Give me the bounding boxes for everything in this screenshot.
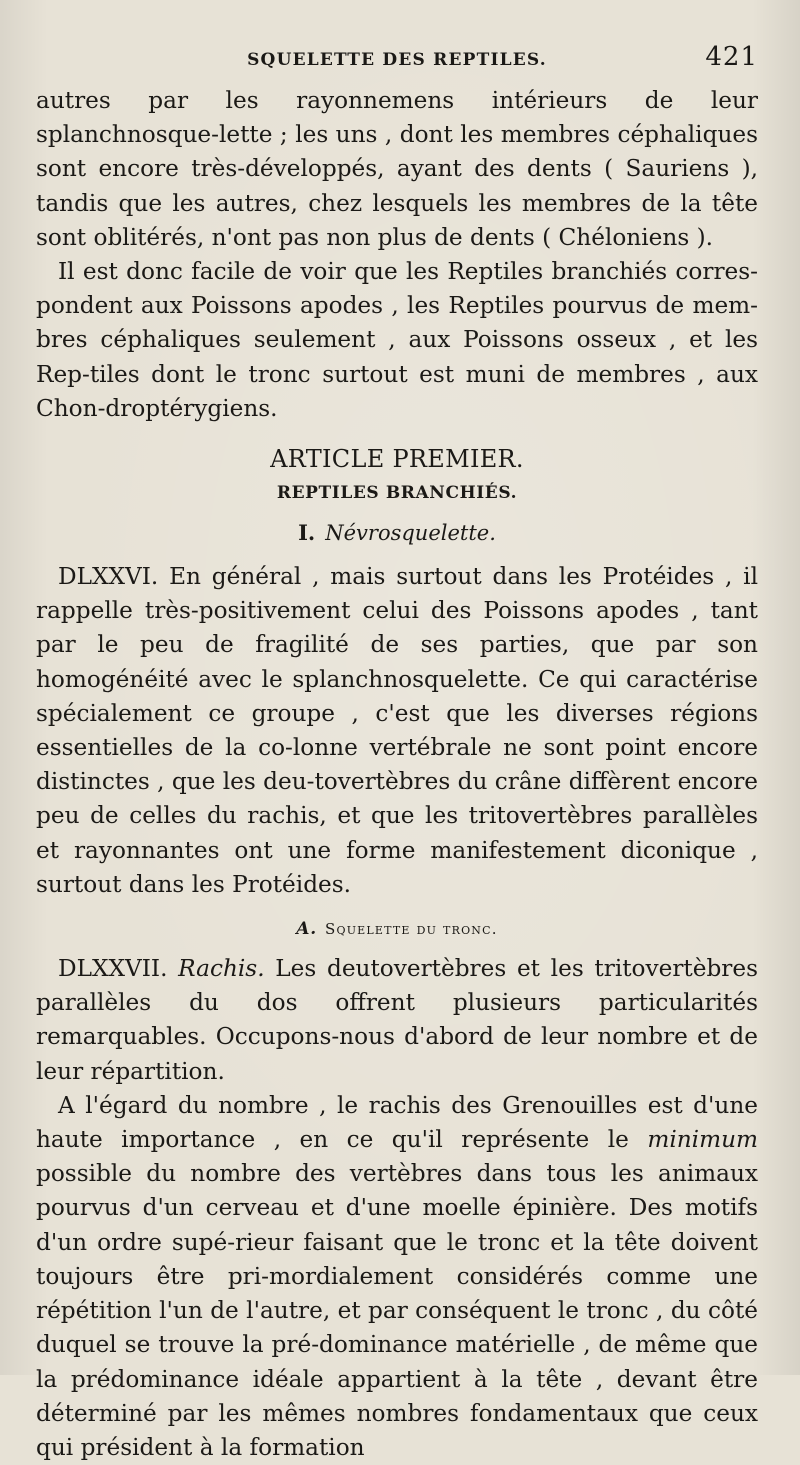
running-head — [36, 40, 758, 84]
running-title: SQUELETTE DES REPTILES. — [247, 50, 547, 70]
paragraph-text-dlxxvi: En général , mais surtout dans les Protéides , il rappelle très-positivement celui des Poissons apodes , tant par le peu de fragilité de ses parties, que par son homogénéité avec le splanchnosquelette. Ce qui caractérise spécialement ce groupe , c'est que les diverses régions essentielles de la co-lonne vertébrale ne sont point encore distinctes , que les deu-tovertèbres du crâne diffèrent encore peu de celles du rachis, et que les tritovertèbres parallèles et rayonnantes ont une forme manifestement diconique , surtout dans les Protéides. — [36, 563, 758, 898]
paragraph-dlxxvii — [36, 952, 758, 1089]
section-number: I. — [298, 520, 316, 546]
paragraph-reptiles-correspondence: Il est donc facile de voir que les Reptiles branchiés corres-pondent aux Poissons apodes , les Reptiles pourvus de mem-bres céphaliques seulement , aux Poissons osseux , et les Rep-tiles dont le tronc surtout est muni de membres , aux Chon-droptérygiens. — [36, 258, 758, 422]
paragraph-label-dlxxvi: DLXXVI. — [58, 563, 159, 591]
paragraph-number-of-vertebrae — [36, 1089, 758, 1465]
section-title: Névrosquelette. — [325, 521, 496, 546]
paragraph-label-dlxxvii: DLXXVII. — [58, 955, 168, 983]
section-heading-neurosquelette — [36, 516, 758, 550]
page-number: 421 — [705, 42, 758, 72]
main-text — [36, 84, 758, 1465]
article-subtitle: REPTILES BRANCHIÉS. — [276, 483, 518, 504]
paragraph-italic-minimum: minimum — [647, 1126, 758, 1154]
article-title: ARTICLE PREMIER. — [270, 445, 524, 474]
continuation-paragraph: autres par les rayonnemens intérieurs de leur splanchnosque-lette ; les uns , dont les membres céphaliques sont encore très-développés, ayant des dents ( Sauriens ), tandis que les autres, chez lesquels les membres de la tête sont oblitérés, n'ont pas non plus de dents ( Chéloniens ). — [36, 87, 758, 251]
paragraph-text-after-italic: possible du nombre des vertèbres dans tous les animaux pourvus d'un cerveau et d'une moelle épinière. Des motifs d'un ordre supé-rieur faisant que le tronc et la tête doivent toujours être pri-mordialement considérés comme une répétition l'un de l'autre, et par conséquent le tronc , du côté duquel se trouve la pré-dominance matérielle , de même que la prédominance idéale appartient à la tête , devant être déterminé par les mêmes nombres fondamentaux que ceux qui président à la formation — [36, 1160, 758, 1461]
paragraph-italic-term-dlxxvii: Rachis. — [178, 955, 265, 983]
subsection-letter: A. — [296, 919, 317, 940]
paragraph-text-dlxxvii: Les deutovertèbres et les tritovertèbres parallèles du dos offrent plusieurs particularités remarquables. Occupons-nous d'abord de leur nombre et de leur répartition. — [36, 955, 759, 1085]
paragraph-text-before-italic: A l'égard du nombre , le rachis des Grenouilles est d'une haute importance , en ce qu'il représente le — [36, 1091, 758, 1154]
subsection-title: Squelette du tronc. — [325, 920, 498, 939]
subsection-heading-trunk-skeleton — [36, 914, 758, 944]
paragraph-dlxxvi — [36, 560, 758, 902]
